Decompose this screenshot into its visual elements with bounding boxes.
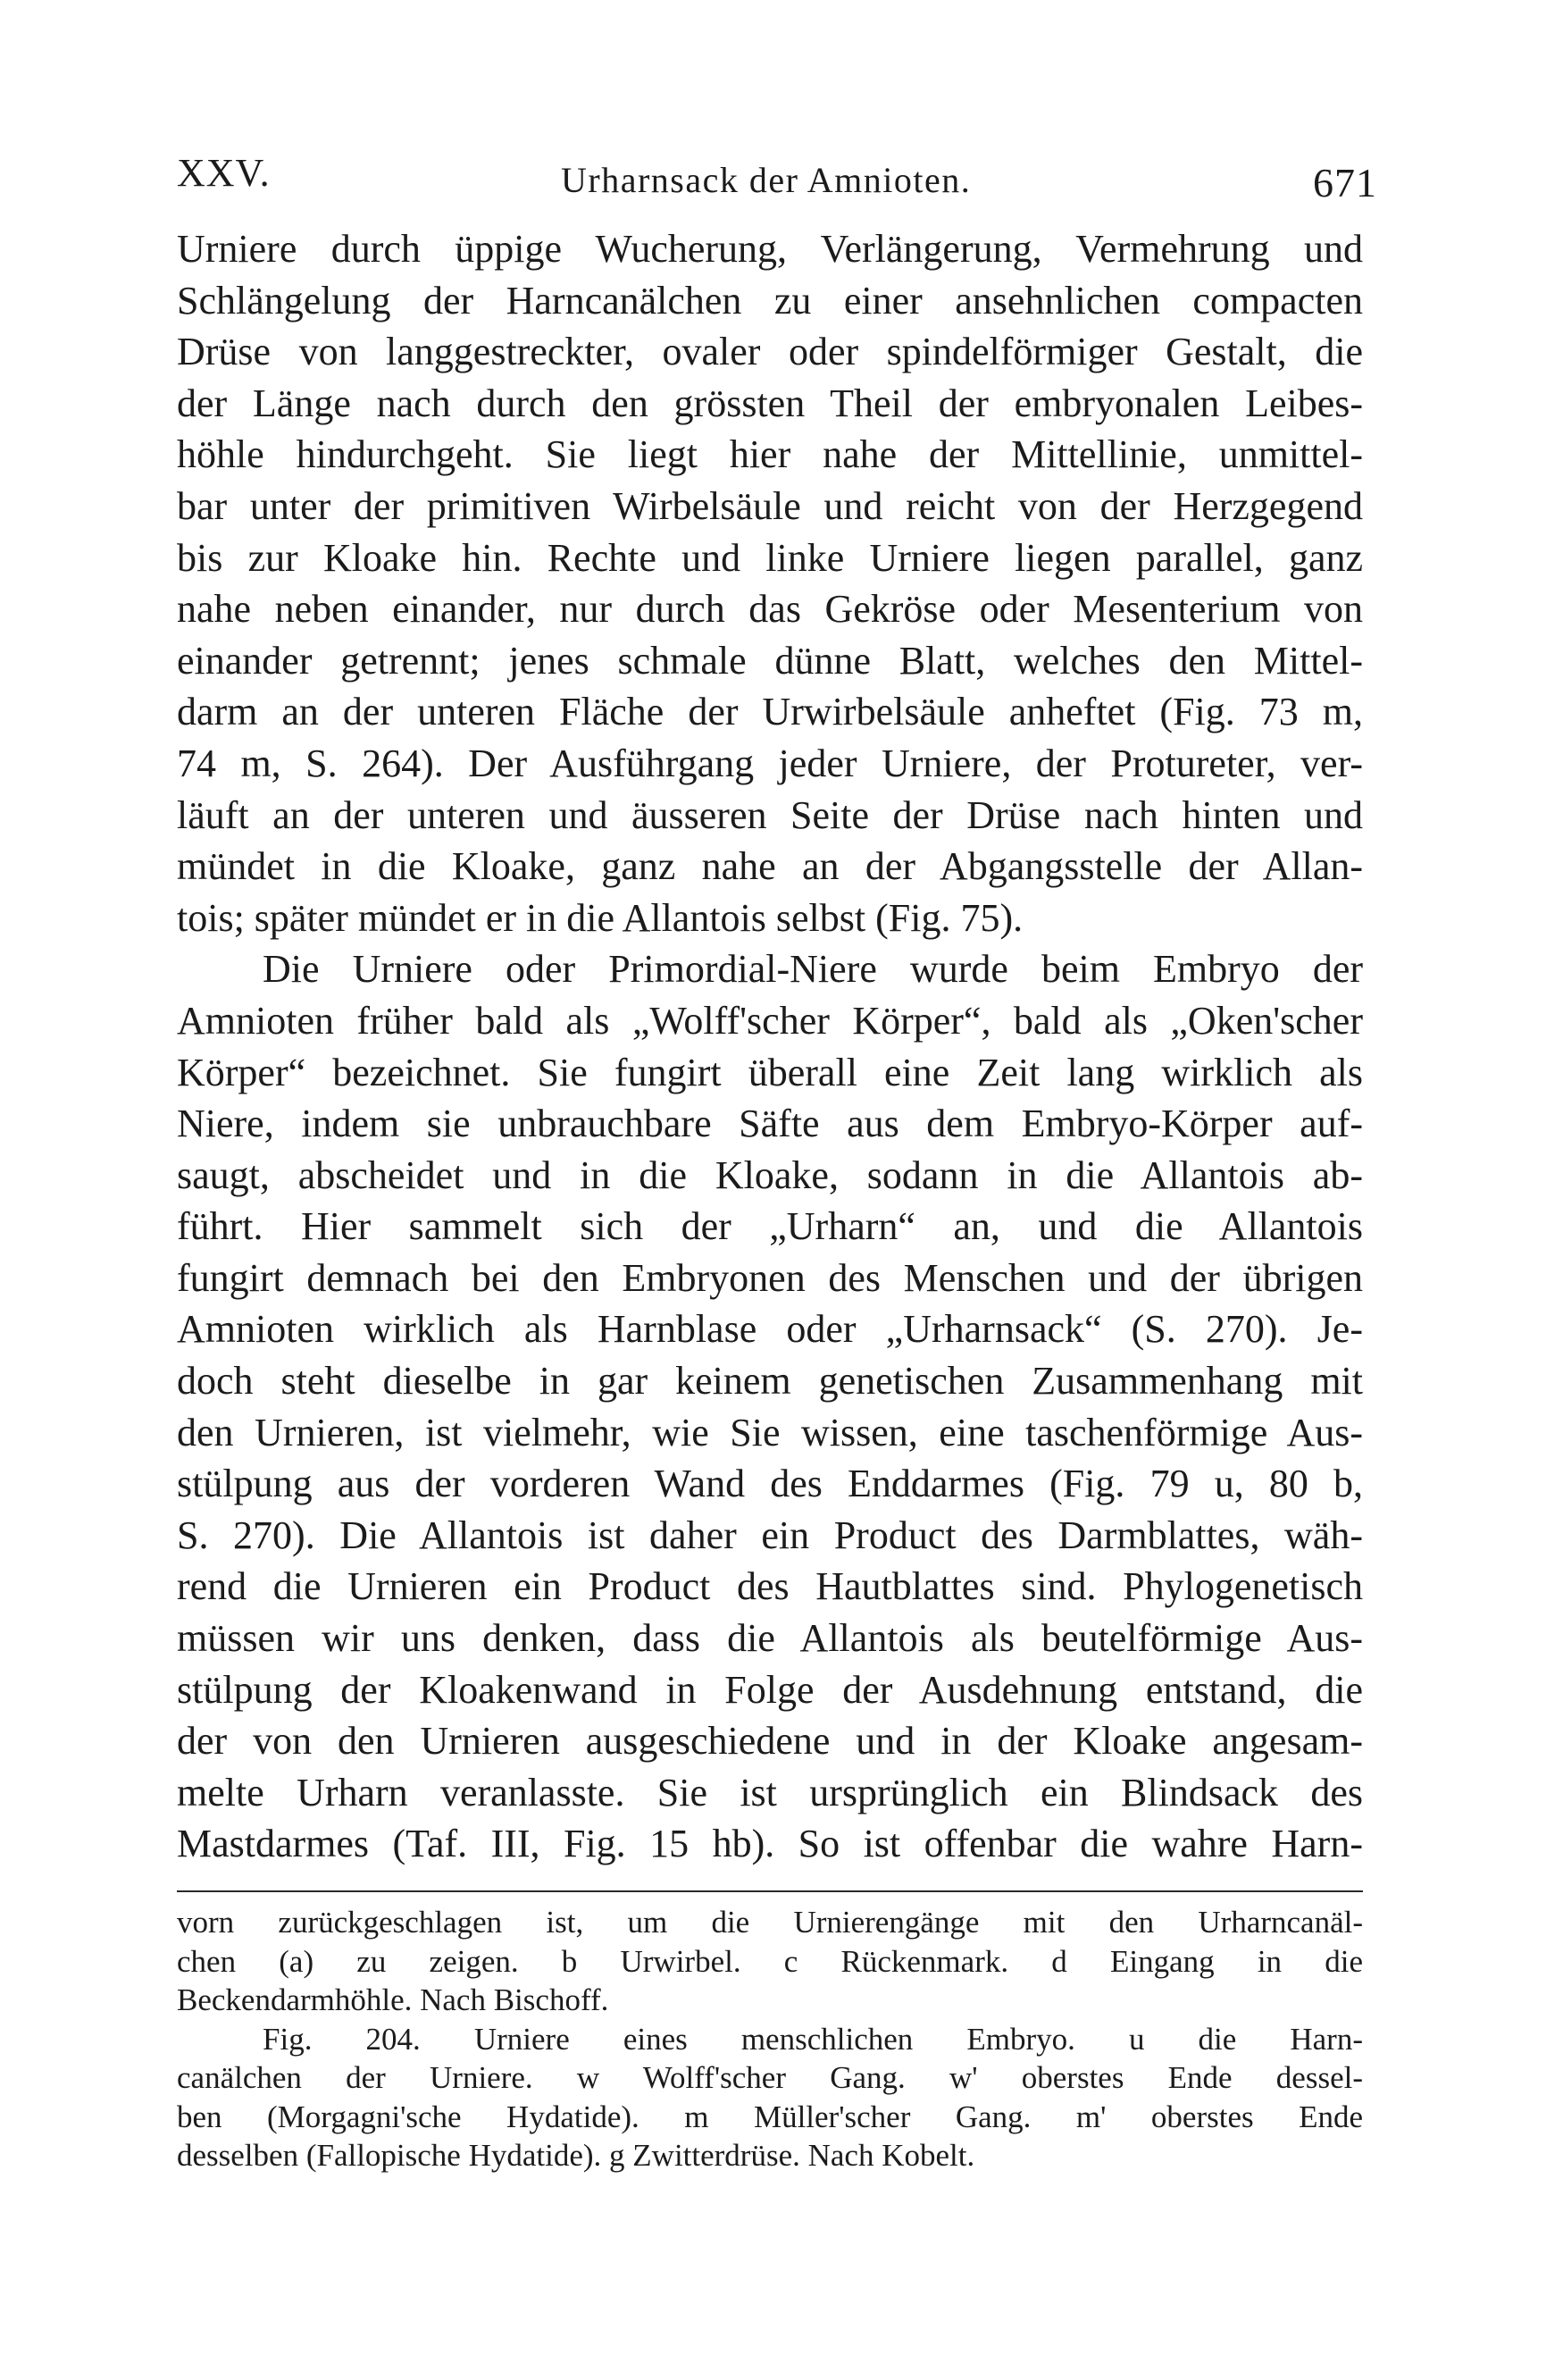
text-line: fungirt demnach bei den Embryonen des Menschen und der übrigen [177,1255,1363,1300]
text-line: den Urnieren, ist vielmehr, wie Sie wissen, eine taschenförmige Aus- [177,1410,1363,1454]
text-line: tois; später mündet er in die Allantois selbst (Fig. 75). [177,895,1024,940]
text-line: stülpung aus der vorderen Wand des Enddarmes (Fig. 79 u, 80 b, [177,1462,1363,1506]
text-line: der Länge nach durch den grössten Theil der embryonalen Leibes- [177,381,1363,425]
text-line: nahe neben einander, nur durch das Gekröse oder Mesenterium von [177,587,1363,632]
main-text [177,223,1363,1870]
text-line: Körper“ bezeichnet. Sie fungirt überall eine Zeit lang wirklich als [177,1050,1363,1094]
text-line: stülpung der Kloakenwand in Folge der Ausdehnung entstand, die [177,1667,1363,1712]
page-number: 671 [1313,160,1377,205]
figure-caption-first-line: Fig. 204. Urniere eines menschlichen Embryo. u die Harn- [263,2021,1363,2057]
text-line: mündet in die Kloake, ganz nahe an der Abgangsstelle der Allan- [177,844,1363,889]
footnote-line: Beckendarmhöhle. Nach Bischoff. [177,1982,609,2017]
chapter-number: XXV. [177,151,271,195]
text-line: Niere, indem sie unbrauchbare Säfte aus dem Embryo-Körper auf- [177,1102,1363,1146]
footnote-line: ben (Morgagni'sche Hydatide). m Müller'scher Gang. m' oberstes Ende [177,2099,1363,2134]
running-title: Urharnsack der Amnioten. [561,160,972,200]
text-line: führt. Hier sammelt sich der „Urharn“ an, und die Allantois [177,1204,1363,1249]
text-line: bis zur Kloake hin. Rechte und linke Urniere liegen parallel, ganz [177,535,1363,580]
text-line: läuft an der unteren und äusseren Seite der Drüse nach hinten und [177,792,1363,837]
figure-caption-footnotes [177,1903,1363,2175]
paragraph-first-line: Die Urniere oder Primordial-Niere wurde beim Embryo der [263,947,1363,992]
text-line: doch steht dieselbe in gar keinem genetischen Zusammenhang mit [177,1359,1363,1404]
footnote-line: canälchen der Urniere. w Wolff'scher Gang. w' oberstes Ende dessel- [177,2060,1363,2095]
text-line: bar unter der primitiven Wirbelsäule und reicht von der Herzgegend [177,483,1363,528]
text-line: Mastdarmes (Taf. III, Fig. 15 hb). So ist offenbar die wahre Harn- [177,1822,1363,1866]
text-line: einander getrennt; jenes schmale dünne Blatt, welches den Mittel- [177,638,1363,683]
text-line: höhle hindurchgeht. Sie liegt hier nahe der Mittellinie, unmittel- [177,432,1363,477]
text-line: Urniere durch üppige Wucherung, Verlängerung, Vermehrung und [177,227,1363,271]
text-line: saugt, abscheidet und in die Kloake, sodann in die Allantois ab- [177,1152,1363,1197]
text-line: Schlängelung der Harncanälchen zu einer ansehnlichen compacten [177,278,1363,323]
footnote-line: chen (a) zu zeigen. b Urwirbel. c Rückenmark. d Eingang in die [177,1943,1363,1979]
text-line: 74 m, S. 264). Der Ausführgang jeder Urniere, der Protureter, ver- [177,741,1363,785]
text-line: rend die Urnieren ein Product des Hautblattes sind. Phylogenetisch [177,1564,1363,1609]
footnote-line: vorn zurückgeschlagen ist, um die Urnierengänge mit den Urharncanäl- [177,1905,1363,1940]
text-line: der von den Urnieren ausgeschiedene und in der Kloake angesam- [177,1719,1363,1764]
footnote-divider [177,1890,1363,1892]
text-line: müssen wir uns denken, dass die Allantois als beutelförmige Aus- [177,1616,1363,1661]
footnote-line: desselben (Fallopische Hydatide). g Zwitterdrüse. Nach Kobelt. [177,2138,975,2173]
text-line: darm an der unteren Fläche der Urwirbelsäule anheftet (Fig. 73 m, [177,690,1363,734]
text-line: melte Urharn veranlasste. Sie ist ursprünglich ein Blindsack des [177,1770,1363,1814]
page-header [177,150,1377,213]
text-line: Drüse von langgestreckter, ovaler oder spindelförmiger Gestalt, die [177,330,1363,374]
text-line: Amnioten wirklich als Harnblase oder „Urharnsack“ (S. 270). Je- [177,1307,1363,1352]
text-line: Amnioten früher bald als „Wolff'scher Körper“, bald als „Oken'scher [177,998,1363,1043]
text-line: S. 270). Die Allantois ist daher ein Product des Darmblattes, wäh- [177,1513,1363,1557]
